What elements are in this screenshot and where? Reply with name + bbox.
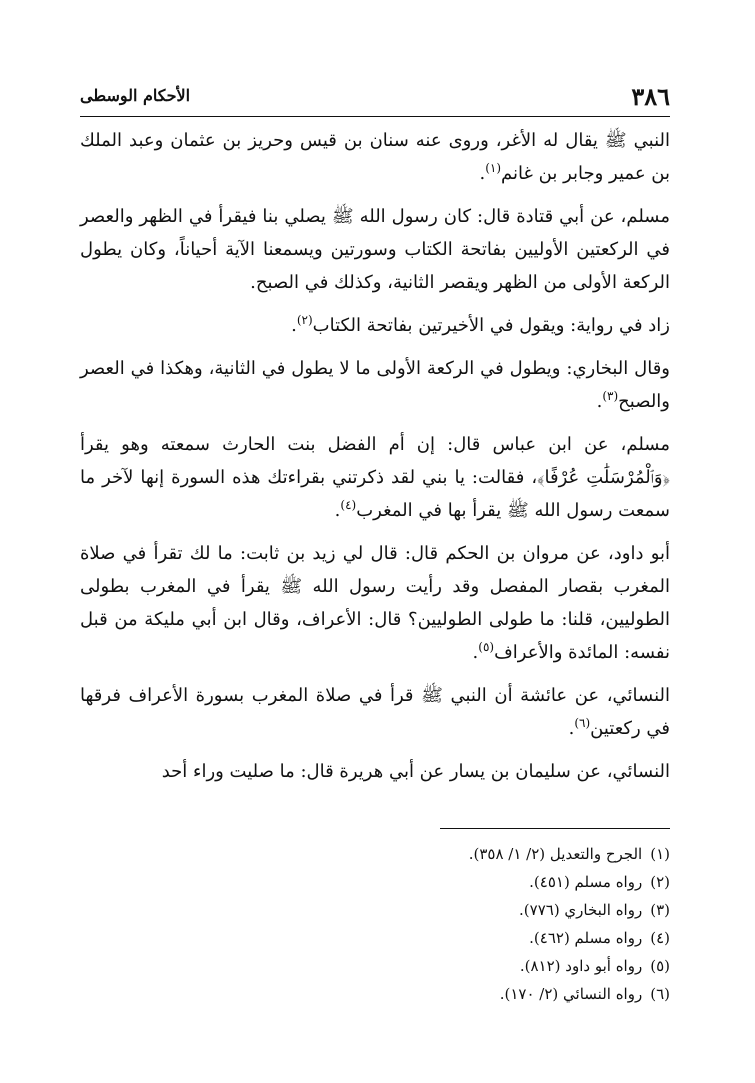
footnote-text: الجرح والتعديل (٢/ ١/ ٣٥٨). (468, 845, 643, 863)
footnote (200, 840, 670, 868)
footnote-ref: (٣) (602, 389, 619, 403)
paragraph-text: وقال البخاري: ويطول في الركعة الأولى ما لا يطول في الثانية، وهكذا في العصر والصبح (80, 358, 670, 412)
paragraph (80, 309, 670, 342)
footnote (200, 980, 670, 1008)
footnote-number: (٢) (650, 873, 670, 891)
page-number: ٣٨٦ (631, 82, 670, 111)
footnote (200, 896, 670, 924)
footnote-text: رواه النسائي (٢/ ١٧٠). (499, 985, 643, 1003)
paragraph-text: النسائي، عن سليمان بن يسار عن أبي هريرة قال: ما صليت وراء أحد (161, 761, 670, 782)
footnote-number: (١) (650, 845, 670, 863)
paragraph (80, 755, 670, 788)
paragraph (80, 428, 670, 527)
footnote-number: (٥) (650, 957, 670, 975)
footnote-number: (٤) (650, 929, 670, 947)
footnote (200, 924, 670, 952)
paragraph-end: . (479, 163, 486, 184)
paragraph-end: . (472, 642, 479, 663)
paragraph-text: مسلم، عن أبي قتادة قال: كان رسول الله ﷺ يصلي بنا فيقرأ في الظهر والعصر في الركعتين الأوليين بفاتحة الكتاب وسورتين ويسمعنا الآية أحياناً، وكان يطول الركعة الأولى من الظهر ويقصر الثانية، وكذلك في الصبح. (80, 206, 670, 293)
footnote-number: (٣) (650, 901, 670, 919)
footnote-ref: (٦) (574, 716, 591, 730)
running-header (80, 82, 670, 117)
footnote-text: رواه مسلم (٤٦٢). (529, 929, 643, 947)
paragraph-end: . (334, 500, 341, 521)
footnote (200, 952, 670, 980)
footnote-number: (٦) (650, 985, 670, 1003)
footnote-text: رواه البخاري (٧٧٦). (519, 901, 643, 919)
footnote-ref: (٤) (340, 498, 357, 512)
footnote-text: رواه أبو داود (٨١٢). (519, 957, 643, 975)
footnote-ref: (١) (485, 161, 502, 175)
footnote-ref: (٥) (478, 640, 495, 654)
paragraph-text: النبي ﷺ يقال له الأغر، وروى عنه سنان بن قيس وحريز بن عثمان وعبد الملك بن عمير وجابر بن غانم (80, 130, 670, 184)
paragraph-end: . (568, 718, 575, 739)
footnote-ref: (٢) (296, 313, 313, 327)
paragraph (80, 352, 670, 418)
paragraph (80, 200, 670, 299)
footnote-divider (440, 828, 670, 829)
footnote (200, 868, 670, 896)
paragraph-end: . (291, 315, 297, 336)
paragraph-text: أبو داود، عن مروان بن الحكم قال: قال لي زيد بن ثابت: ما لك تقرأ في صلاة المغرب بقصار المفصل وقد رأيت رسول الله ﷺ يقرأ في المغرب بطولى الطوليين، قلنا: ما طولى الطوليين؟ قال: الأعراف، وقال ابن أبي مليكة من قبل نفسه: المائدة والأعراف (80, 543, 670, 663)
footnotes-list (200, 840, 670, 1008)
paragraph-text: مسلم، عن ابن عباس قال: إن أم الفضل بنت الحارث سمعته وهو يقرأ ﴿وَٱلْمُرْسَلَٰتِ عُرْفًا﴾، فقالت: يا بني لقد ذكرتني بقراءتك هذه السورة إنها لآخر ما سمعت رسول الله ﷺ يقرأ بها في المغرب (80, 434, 670, 521)
paragraph (80, 679, 670, 745)
main-text (80, 124, 670, 798)
paragraph (80, 124, 670, 190)
running-title: الأحكام الوسطى (80, 86, 191, 105)
paragraph-text: النسائي، عن عائشة أن النبي ﷺ قرأ في صلاة المغرب بسورة الأعراف فرقها في ركعتين (80, 685, 670, 739)
paragraph-end: . (596, 391, 603, 412)
paragraph-text: زاد في رواية: ويقول في الأخيرتين بفاتحة الكتاب (312, 315, 670, 336)
paragraph (80, 537, 670, 669)
footnote-text: رواه مسلم (٤٥١). (529, 873, 643, 891)
